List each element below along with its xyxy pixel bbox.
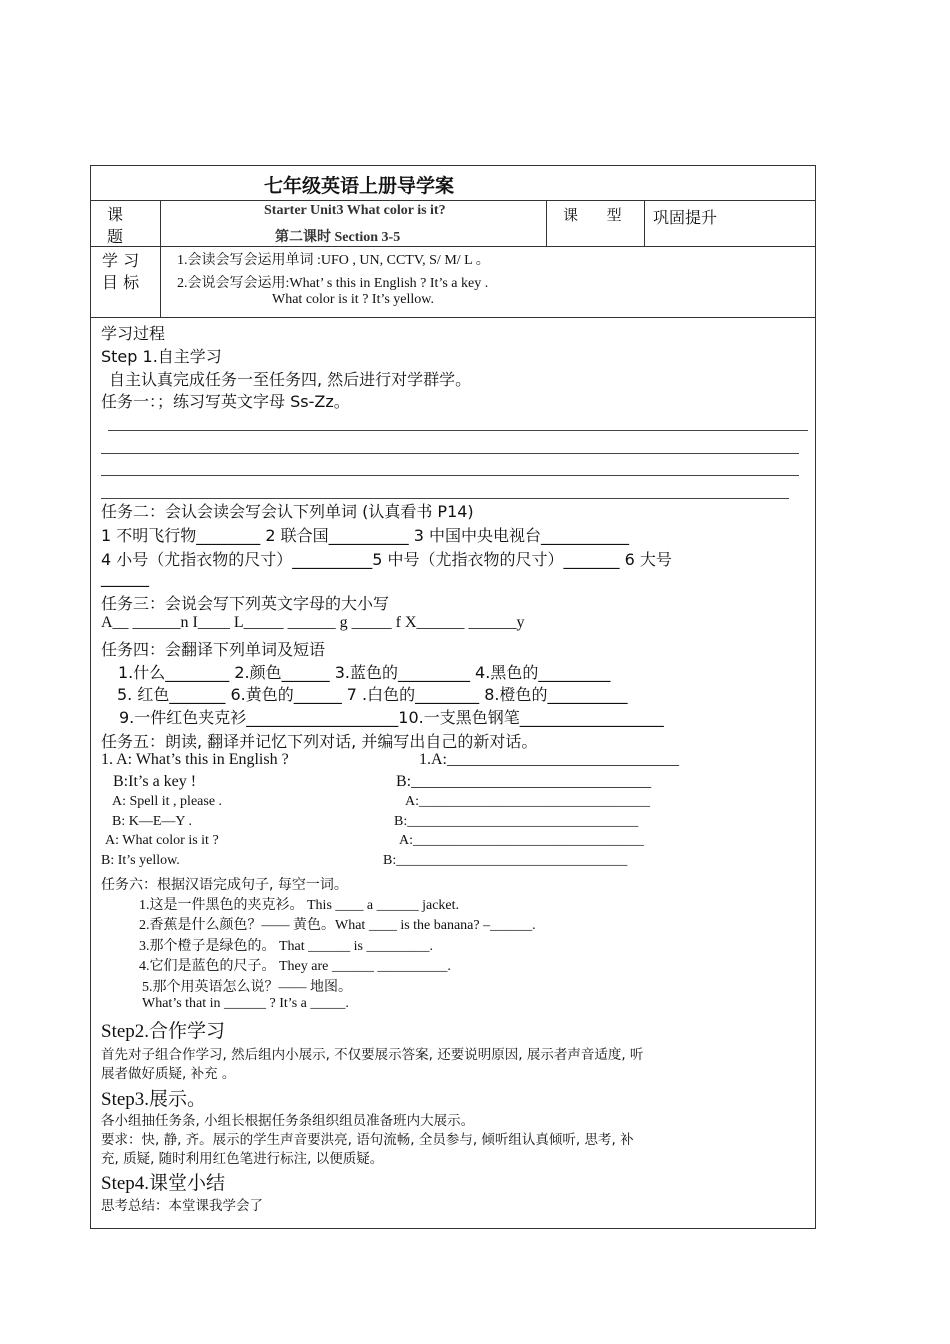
writing-line — [101, 475, 799, 476]
task5-title: 任务五：朗读, 翻译并记忆下列对话, 并编写出自己的新对话。 — [101, 732, 538, 751]
task4-row2: 5. 红色_______ 6.黄色的______ 7 .白色的________ 8.橙色的__________ — [117, 685, 628, 704]
step3-text: 各小组抽任务条, 小组长根据任务条组织组员准备班内大展示。 — [101, 1113, 475, 1129]
dialog-line: A: Spell it , please . — [112, 794, 223, 809]
task6-line: What’s that in ______ ? It’s a _____. — [142, 996, 349, 1011]
topic-label: 课 题 — [107, 205, 124, 246]
dialog-blank: B:_________________________________ — [383, 853, 628, 868]
dialog-blank: B:_________________________________ — [394, 814, 639, 829]
step4-title: Step4.课堂小结 — [101, 1173, 226, 1194]
step1-title: Step 1.自主学习 — [101, 347, 222, 366]
worksheet-table — [90, 165, 816, 1229]
page-title: 七年级英语上册导学案 — [264, 175, 455, 197]
task1-text: 任务一：；练习写英文字母 Ss-Zz。 — [101, 392, 350, 411]
process-heading: 学习过程 — [101, 324, 166, 343]
goal-line2: 2.会说会写会运用:What’ s this in English ? It’s a key . — [177, 276, 489, 291]
row-divider — [91, 246, 815, 247]
step1-intro: 自主认真完成任务一至任务四, 然后进行对学群学。 — [109, 370, 472, 389]
row-divider — [91, 317, 815, 318]
row-divider — [91, 200, 815, 201]
column-divider — [160, 200, 161, 317]
step2-text: 首先对子组合作学习, 然后组内小展示, 不仅要展示答案, 还要说明原因, 展示者声音适度, 听 — [101, 1047, 644, 1063]
dialog-line: 1. A: What’s this in English ? — [101, 751, 289, 768]
dialog-blank: A:_________________________________ — [405, 794, 650, 809]
topic-line1: Starter Unit3 What color is it? — [264, 203, 446, 218]
column-divider — [644, 200, 645, 246]
task6-line: 1.这是一件黑色的夹克衫。 This ____ a ______ jacket. — [139, 898, 460, 913]
task4-row3: 9.一件红色夹克衫___________________10.一支黑色钢笔__________________ — [119, 708, 664, 727]
column-divider — [546, 200, 547, 246]
task2-line2-cont: ______ — [101, 568, 149, 587]
writing-line — [101, 453, 799, 454]
type-value: 巩固提升 — [653, 208, 718, 227]
dialog-line: A: What color is it ? — [105, 833, 219, 848]
dialog-line: B:It’s a key ! — [113, 773, 197, 790]
step3-text: 要求：快, 静, 齐。展示的学生声音要洪亮, 语句流畅, 全员参与, 倾听组认真倾听, 思考, 补 — [101, 1132, 634, 1148]
writing-line — [108, 430, 808, 431]
step2-text: 展者做好质疑, 补充 。 — [101, 1066, 236, 1082]
dialog-blank: B:______________________________ — [396, 773, 652, 790]
task6-line: 4.它们是蓝色的尺子。 They are ______ __________. — [139, 959, 451, 974]
task3-title: 任务三：会说会写下列英文字母的大小写 — [101, 594, 390, 613]
step4-text: 思考总结：本堂课我学会了 — [101, 1198, 263, 1214]
task2-title: 任务二：会认会读会写会认下列单词 (认真看书 P14) — [101, 502, 474, 521]
topic-line2: 第二课时 Section 3-5 — [275, 230, 401, 245]
goal-label: 学 习 目 标 — [102, 251, 140, 292]
task4-title: 任务四：会翻译下列单词及短语 — [101, 640, 326, 659]
task4-row1: 1.什么________ 2.颜色______ 3.蓝色的_________ 4.黑色的_________ — [118, 663, 611, 682]
task3-line: A__ ______n I____ L_____ ______ g _____ f X______ ______y — [101, 614, 525, 631]
dialog-line: B: It’s yellow. — [101, 853, 180, 868]
type-label: 课 型 — [563, 206, 622, 224]
dialog-line: B: K—E—Y . — [112, 814, 192, 829]
task6-title: 任务六：根据汉语完成句子, 每空一词。 — [101, 877, 348, 893]
goal-line3: What color is it ? It’s yellow. — [272, 292, 434, 307]
step3-text: 充, 质疑, 随时利用红色笔进行标注, 以便质疑。 — [101, 1151, 384, 1167]
goal-line1: 1.会读会写会运用单词 :UFO , UN, CCTV, S/ M/ L 。 — [177, 253, 490, 268]
task2-line1: 1 不明飞行物________ 2 联合国__________ 3 中国中央电视台___________ — [101, 526, 629, 545]
step2-title: Step2.合作学习 — [101, 1021, 226, 1042]
dialog-blank: A:_________________________________ — [399, 833, 644, 848]
task2-line2: 4 小号（尤指衣物的尺寸）__________5 中号（尤指衣物的尺寸）_______ 6 大号 — [101, 550, 672, 569]
dialog-blank: 1.A:_____________________________ — [419, 751, 679, 768]
step3-title: Step3.展示。 — [101, 1089, 207, 1110]
task6-line: 3.那个橙子是绿色的。 That ______ is _________. — [139, 939, 433, 954]
task6-line: 2.香蕉是什么颜色？—— 黄色。What ____ is the banana? –______. — [139, 918, 536, 933]
task6-line: 5.那个用英语怎么说？—— 地图。 — [142, 980, 352, 995]
